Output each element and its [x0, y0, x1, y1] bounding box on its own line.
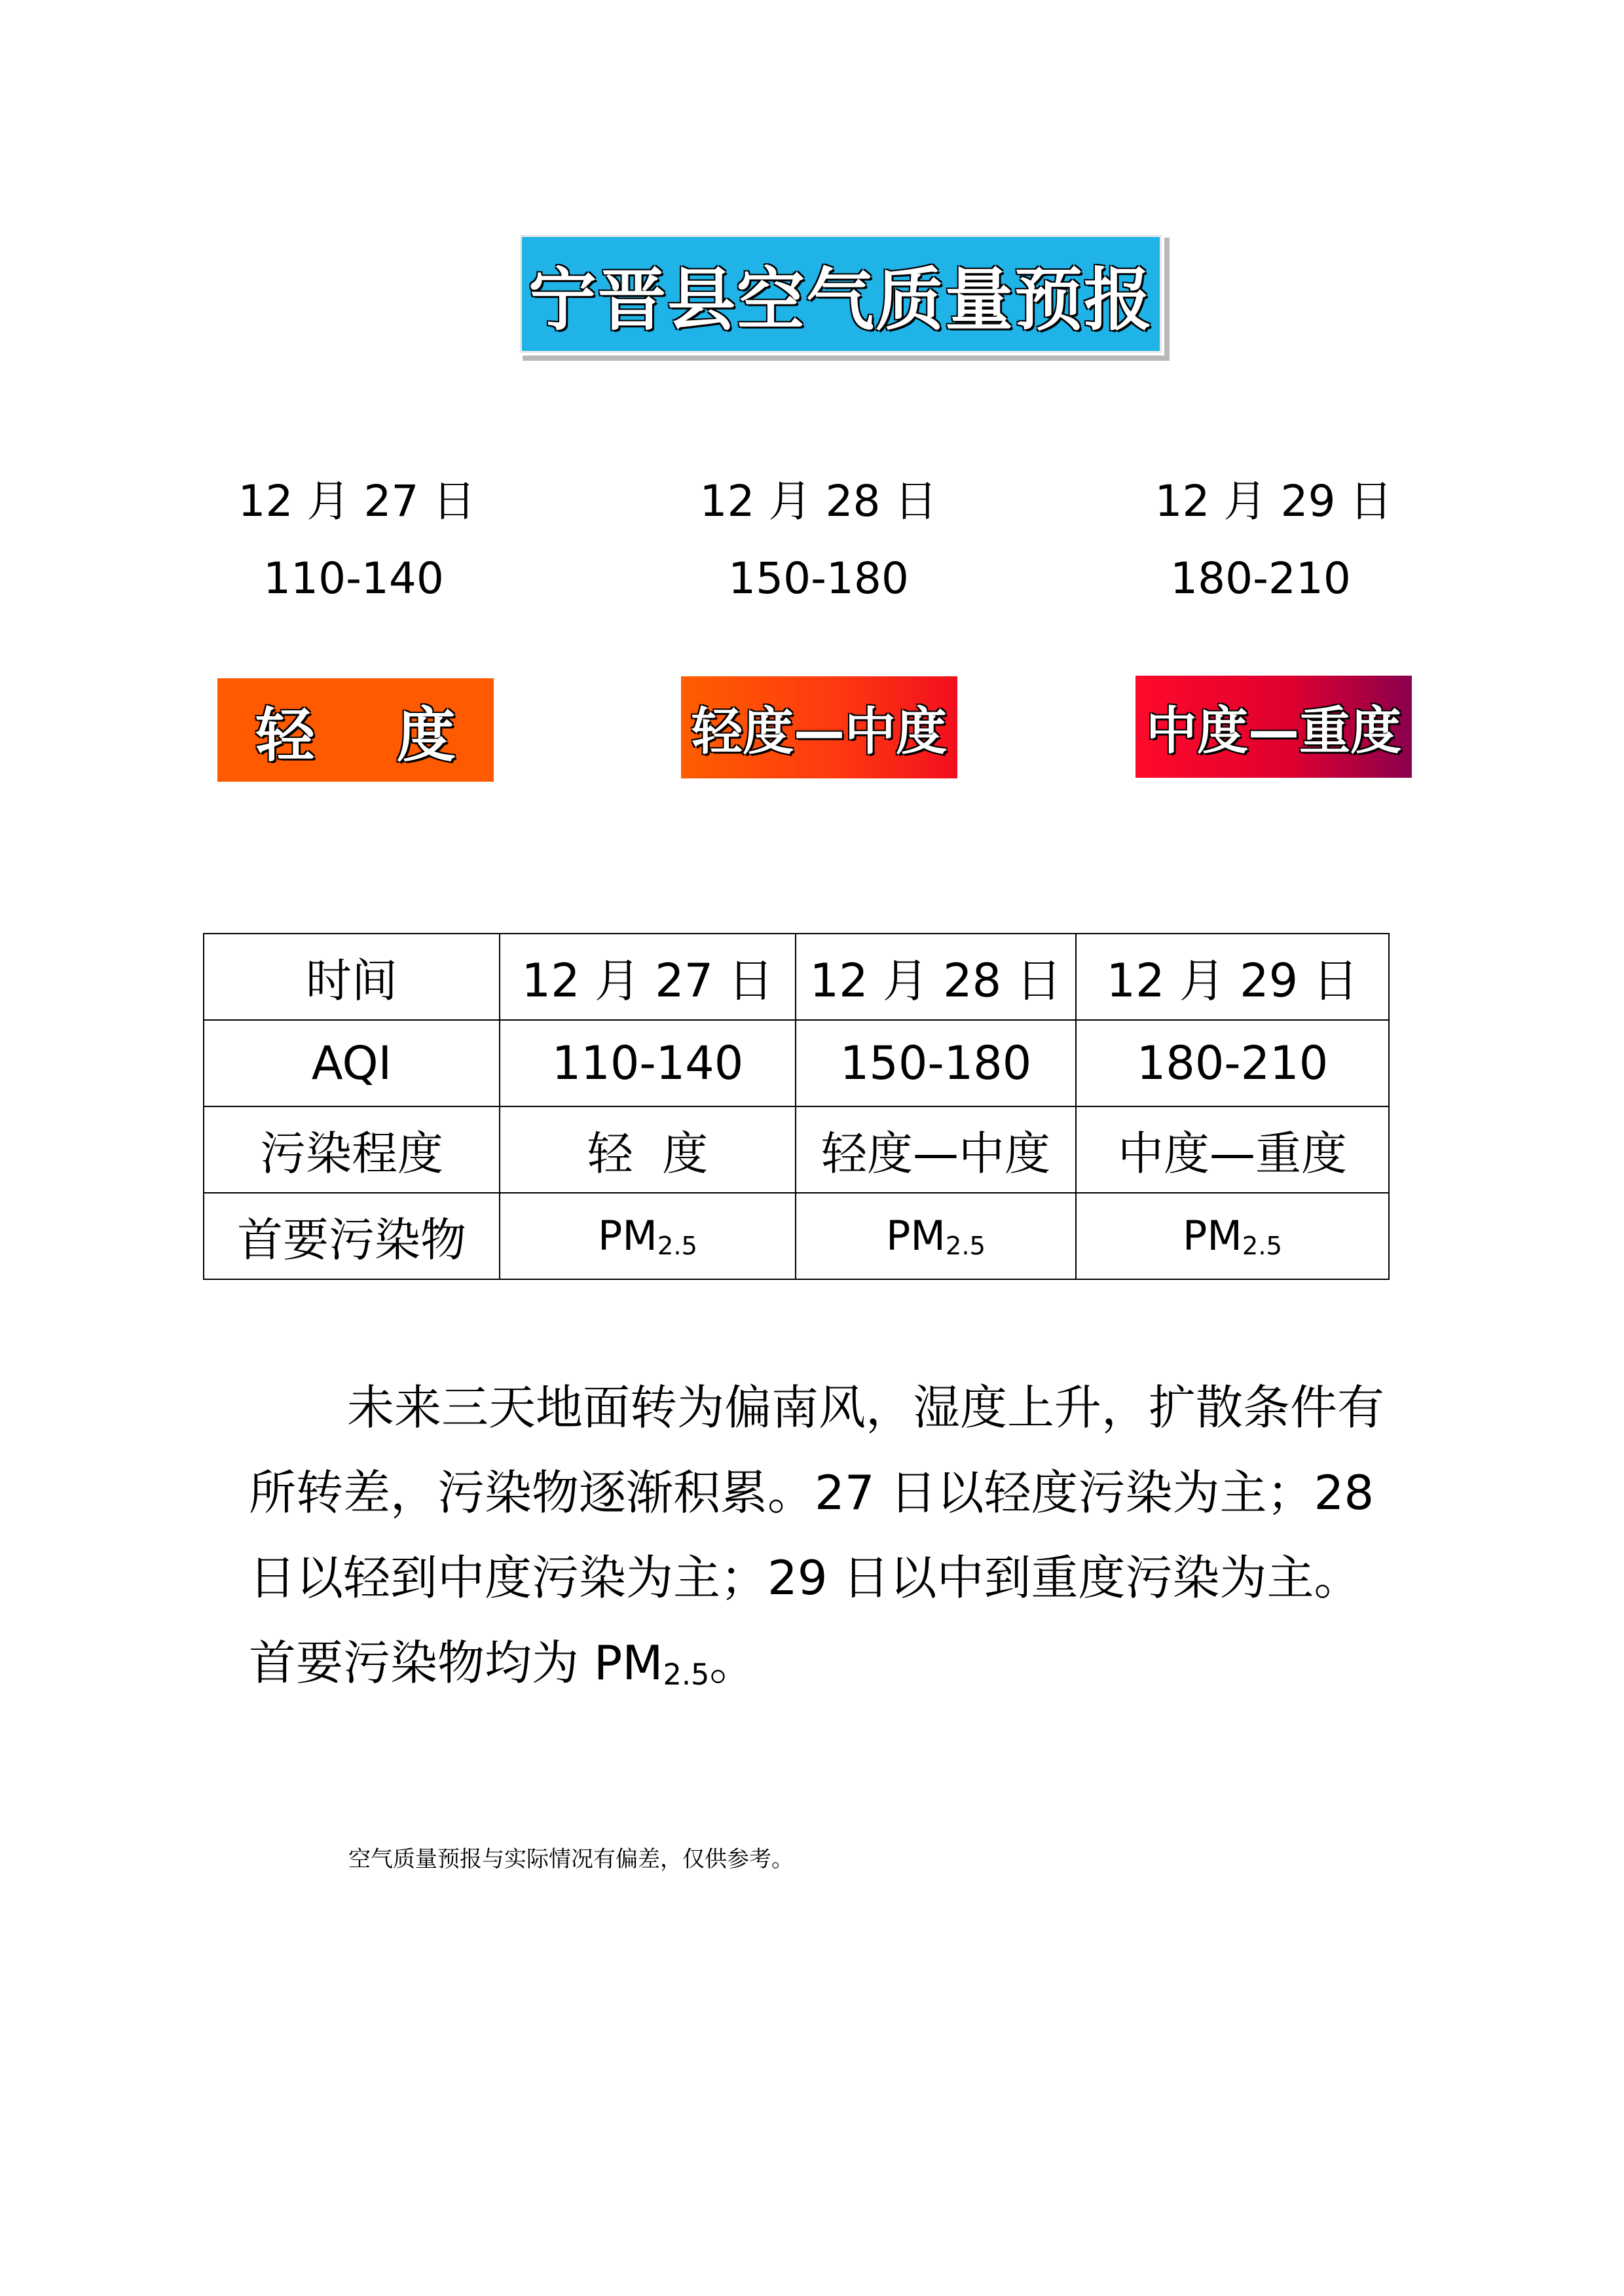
table-cell — [796, 1193, 1076, 1279]
level-badge-day-2-label: 轻度—中度 — [691, 702, 947, 761]
table-header-cell: 12 月 29 日 — [1076, 934, 1389, 1020]
forecast-table — [203, 933, 1390, 1280]
day-1-date: 12 月 27 日 — [238, 476, 476, 526]
table-row — [204, 1193, 1389, 1279]
pollutant-subscript: 2.5 — [945, 1231, 986, 1261]
pollutant-subscript: 2.5 — [1242, 1231, 1282, 1261]
table-cell: 轻 度 — [500, 1106, 796, 1193]
pollutant-name: PM — [598, 1211, 657, 1260]
table-row — [204, 1020, 1389, 1106]
forecast-paragraph-text: 未来三天地面转为偏南风，湿度上升，扩散条件有所转差，污染物逐渐积累。27 日以轻度污染为主；28 日以轻到中度污染为主；29 日以中到重度污染为主。首要污染物均为 PM — [249, 1380, 1385, 1690]
forecast-paragraph-subscript: 2.5 — [663, 1658, 710, 1692]
level-badge-day-2 — [681, 676, 957, 778]
table-header-cell: 时间 — [204, 934, 500, 1020]
table-header-cell: 12 月 27 日 — [500, 934, 796, 1020]
table-cell: 150-180 — [796, 1020, 1076, 1106]
page-title: 宁晋县空气质量预报 — [528, 260, 1153, 340]
table-row — [204, 1106, 1389, 1193]
table-row-label: 首要污染物 — [204, 1193, 500, 1279]
table-cell: 中度—重度 — [1076, 1106, 1389, 1193]
day-3-aqi: 180-210 — [1170, 553, 1351, 604]
day-2-date: 12 月 28 日 — [699, 476, 938, 526]
table-cell — [1076, 1193, 1389, 1279]
pollutant-subscript: 2.5 — [657, 1231, 697, 1261]
level-badge-day-3 — [1135, 676, 1412, 778]
table-cell: 180-210 — [1076, 1020, 1389, 1106]
table-cell — [500, 1193, 796, 1279]
disclaimer-note: 空气质量预报与实际情况有偏差，仅供参考。 — [348, 1846, 794, 1872]
table-header-cell: 12 月 28 日 — [796, 934, 1076, 1020]
title-banner — [517, 232, 1164, 355]
forecast-paragraph — [249, 1365, 1401, 1717]
pollutant-name: PM — [886, 1211, 946, 1260]
day-3-date: 12 月 29 日 — [1154, 476, 1393, 526]
table-row — [204, 934, 1389, 1020]
level-badge-day-1-label: 轻 度 — [255, 701, 456, 770]
pollutant-name: PM — [1183, 1211, 1242, 1260]
table-cell: 轻度—中度 — [796, 1106, 1076, 1193]
table-row-label: AQI — [204, 1020, 500, 1106]
level-badge-day-3-label: 中度—重度 — [1145, 702, 1401, 761]
forecast-paragraph-end: 。 — [709, 1635, 757, 1690]
day-1-aqi: 110-140 — [263, 553, 444, 604]
level-badge-day-1 — [217, 678, 494, 782]
table-row-label: 污染程度 — [204, 1106, 500, 1193]
table-cell: 110-140 — [500, 1020, 796, 1106]
day-2-aqi: 150-180 — [728, 553, 909, 604]
